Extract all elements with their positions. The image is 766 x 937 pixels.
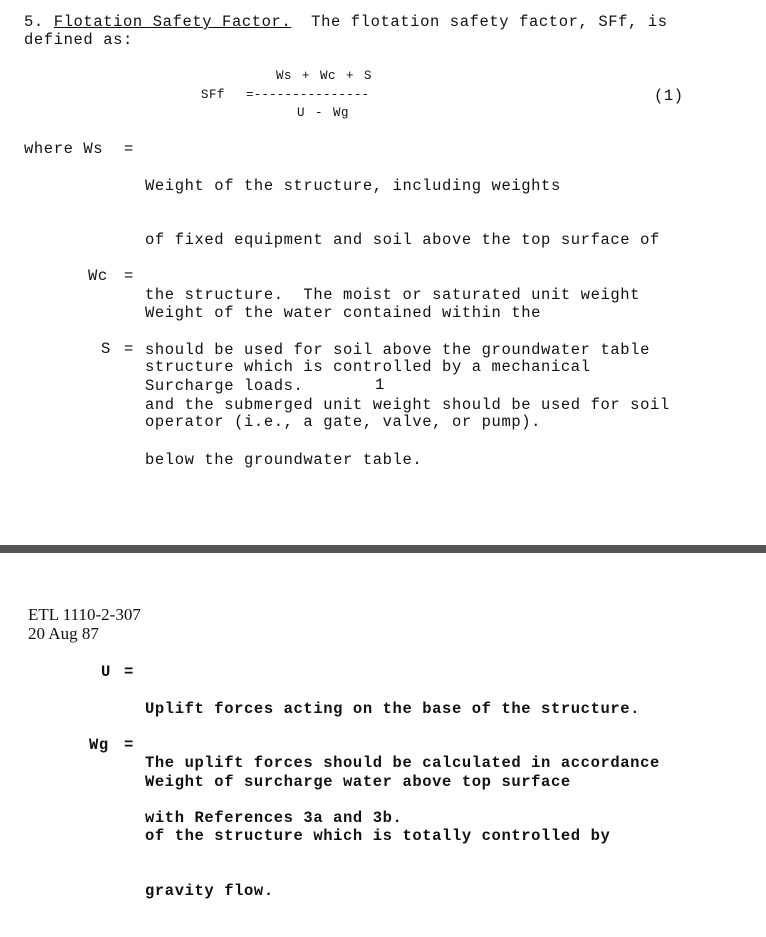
- definition-line: and the submerged unit weight should be used for soil: [145, 396, 670, 415]
- definition-line: operator (i.e., a gate, valve, or pump).: [145, 413, 542, 432]
- definition-symbol: where Ws: [24, 140, 104, 158]
- document-date: 20 Aug 87: [28, 624, 99, 643]
- definition-line: Uplift forces acting on the base of the structure.: [145, 699, 641, 718]
- definition-line: of the structure which is totally controlled by: [145, 827, 611, 846]
- definition-line: with References 3a and 3b.: [145, 809, 403, 828]
- page-divider: [0, 545, 766, 553]
- definition-line: of fixed equipment and soil above the top surface of: [145, 231, 660, 250]
- definition-text: [145, 340, 303, 431]
- page-number: 1: [375, 376, 385, 394]
- definition-symbol: Wc: [88, 267, 108, 285]
- definition-line: structure which is controlled by a mechanical: [145, 358, 591, 377]
- definition-symbol: Wg: [89, 736, 109, 754]
- document-id: ETL 1110-2-307: [28, 605, 141, 624]
- definition-line: the structure. The moist or saturated unit weight: [145, 286, 641, 305]
- section-title: Flotation Safety Factor.: [53, 13, 292, 31]
- definition-line: below the groundwater table.: [145, 451, 423, 470]
- definition-line: Weight of the structure, including weights: [145, 176, 561, 195]
- equation-number: (1): [654, 87, 684, 105]
- definition-symbol: U: [101, 663, 111, 681]
- equation-fraction-line: =---------------: [246, 88, 370, 102]
- section-intro-continued: defined as:: [24, 31, 133, 49]
- definition-line: Weight of the water contained within the: [145, 303, 542, 322]
- equals-sign: =: [124, 140, 134, 158]
- equation-numerator: Ws + Wc + S: [276, 69, 373, 83]
- definition-line: The uplift forces should be calculated in accordance: [145, 754, 660, 773]
- definition-symbol: S: [101, 340, 111, 358]
- equation-lhs: SFf: [201, 88, 226, 102]
- equation-denominator: U - Wg: [297, 106, 350, 120]
- section-intro: The flotation safety factor, SFf, is: [311, 13, 668, 31]
- equals-sign: =: [124, 736, 134, 754]
- equals-sign: =: [124, 267, 134, 285]
- definition-line: Weight of surcharge water above top surface: [145, 772, 571, 791]
- section-number: 5.: [24, 13, 44, 31]
- equals-sign: =: [124, 663, 134, 681]
- definition-line: Surcharge loads.: [145, 376, 304, 395]
- definition-line: gravity flow.: [145, 882, 274, 901]
- definition-line: should be used for soil above the groundwater table: [145, 341, 650, 360]
- equals-sign: =: [124, 340, 134, 358]
- section-heading: [24, 13, 668, 31]
- definition-text: [145, 736, 610, 937]
